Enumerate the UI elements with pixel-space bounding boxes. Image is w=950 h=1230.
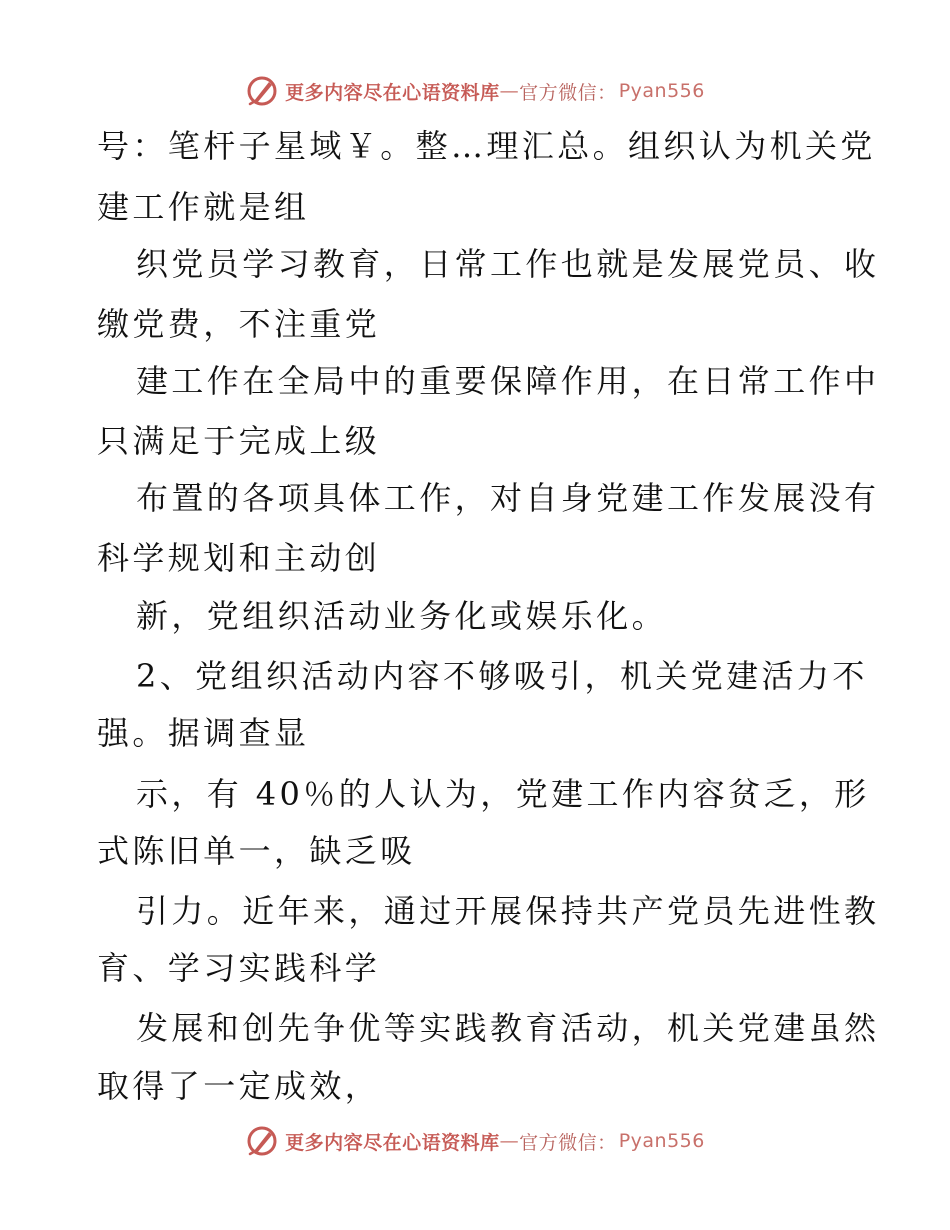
watermark-brand: 更多内容尽在心语资料库 (285, 1131, 500, 1154)
paragraph-line: 建工作就是组 (97, 188, 310, 226)
quill-circle-icon (245, 74, 279, 108)
watermark-separator: — (499, 1130, 520, 1152)
watermark-official-label: 官方微信： (519, 81, 617, 104)
paragraph-line: 式陈旧单一，缺乏吸 (97, 832, 416, 870)
footer-watermark (0, 1121, 950, 1161)
paragraph-line: 强。据调查显 (97, 714, 310, 752)
paragraph-line: 建工作在全局中的重要保障作用，在日常工作中 (136, 362, 880, 400)
watermark-separator: — (499, 80, 520, 102)
quill-circle-icon (245, 1124, 279, 1158)
watermark-brand: 更多内容尽在心语资料库 (285, 81, 500, 104)
paragraph-line: 布置的各项具体工作，对自身党建工作发展没有 (136, 479, 880, 517)
paragraph-line: 织党员学习教育，日常工作也就是发展党员、收 (136, 245, 880, 283)
header-watermark (0, 71, 950, 111)
paragraph-line: 发展和创先争优等实践教育活动，机关党建虽然 (136, 1009, 880, 1047)
watermark-wechat-id: Pyan556 (618, 80, 705, 102)
paragraph-line: 只满足于完成上级 (97, 422, 381, 460)
watermark-wechat-id: Pyan556 (618, 1130, 705, 1152)
paragraph-line: 缴党费，不注重党 (97, 305, 381, 343)
paragraph-line: 育、学习实践科学 (97, 949, 381, 987)
paragraph-line: 新，党组织活动业务化或娱乐化。 (136, 597, 668, 635)
paragraph-line: 引力。近年来，通过开展保持共产党员先进性教 (136, 892, 880, 930)
paragraph-line: 号：笔杆子星域￥。整…理汇总。组织认为机关党 (97, 127, 876, 165)
paragraph-line: 取得了一定成效， (97, 1067, 381, 1105)
paragraph-line: 科学规划和主动创 (97, 539, 381, 577)
paragraph-line: 示，有 40％的人认为，党建工作内容贫乏，形 (136, 775, 870, 813)
watermark-official-label: 官方微信： (519, 1131, 617, 1154)
paragraph-line: 2、党组织活动内容不够吸引，机关党建活力不 (136, 657, 868, 695)
